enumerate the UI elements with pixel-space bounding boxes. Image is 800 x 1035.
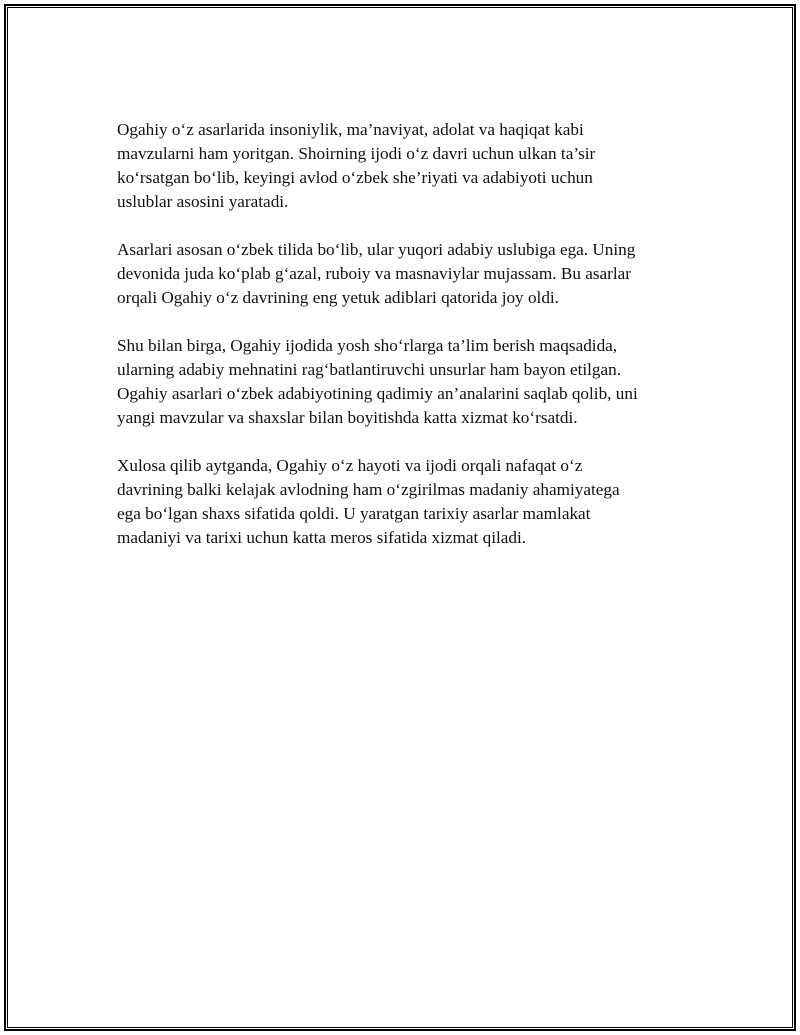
- paragraph-3: [117, 334, 697, 430]
- paragraph-line: Asarlari asosan o‘zbek tilida bo‘lib, ular yuqori adabiy uslubiga ega. Uning: [117, 240, 636, 259]
- paragraph-line: Ogahiy asarlari o‘zbek adabiyotining qadimiy an’analarini saqlab qolib, uni: [117, 384, 638, 403]
- paragraph-4: [117, 454, 697, 550]
- paragraph-2: [117, 238, 697, 310]
- paragraph-line: ularning adabiy mehnatini rag‘batlantiruvchi unsurlar ham bayon etilgan.: [117, 360, 622, 379]
- paragraph-line: uslublar asosini yaratadi.: [117, 192, 289, 211]
- paragraph-line: ega bo‘lgan shaxs sifatida qoldi. U yaratgan tarixiy asarlar mamlakat: [117, 504, 591, 523]
- paragraph-line: yangi mavzular va shaxslar bilan boyitishda katta xizmat ko‘rsatdi.: [117, 408, 578, 427]
- paragraph-line: Xulosa qilib aytganda, Ogahiy o‘z hayoti va ijodi orqali nafaqat o‘z: [117, 456, 583, 475]
- paragraph-line: madaniyi va tarixi uchun katta meros sifatida xizmat qiladi.: [117, 528, 527, 547]
- paragraph-line: orqali Ogahiy o‘z davrining eng yetuk adiblari qatorida joy oldi.: [117, 288, 559, 307]
- paragraph-line: Ogahiy o‘z asarlarida insoniylik, ma’naviyat, adolat va haqiqat kabi: [117, 120, 584, 139]
- document-body: [117, 118, 697, 574]
- paragraph-line: mavzularni ham yoritgan. Shoirning ijodi o‘z davri uchun ulkan ta’sir: [117, 144, 596, 163]
- paragraph-line: Shu bilan birga, Ogahiy ijodida yosh sho‘rlarga ta’lim berish maqsadida,: [117, 336, 618, 355]
- paragraph-line: devonida juda ko‘plab g‘azal, ruboiy va masnaviylar mujassam. Bu asarlar: [117, 264, 632, 283]
- paragraph-1: [117, 118, 697, 214]
- paragraph-line: davrining balki kelajak avlodning ham o‘zgirilmas madaniy ahamiyatega: [117, 480, 620, 499]
- paragraph-line: ko‘rsatgan bo‘lib, keyingi avlod o‘zbek she’riyati va adabiyoti uchun: [117, 168, 593, 187]
